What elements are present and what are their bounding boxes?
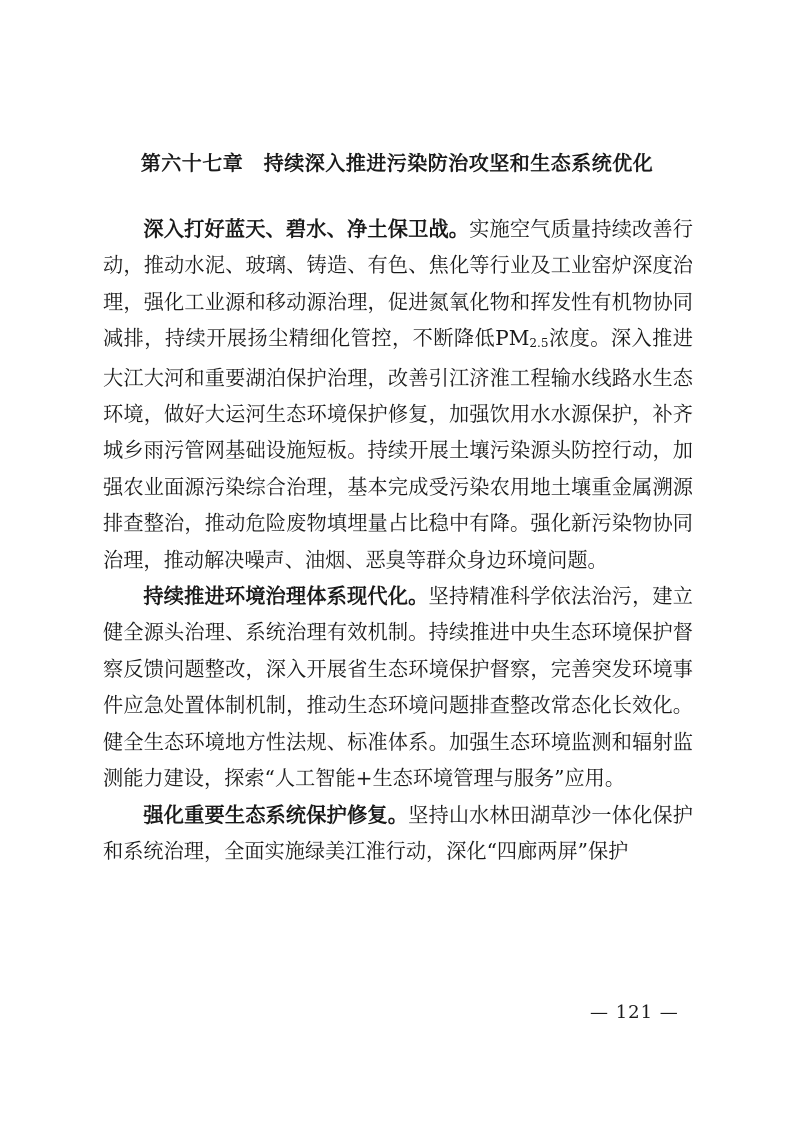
pm-subscript: 2.5	[529, 336, 549, 351]
paragraph-lead: 强化重要生态系统保护修复。	[143, 802, 409, 827]
page-number: — 121 —	[590, 1002, 679, 1023]
paragraph-text: 坚持精准科学依法治污，建立健全源头治理、系统治理有效机制。持续推进中央生态环境保护督察反馈问题整改，深入开展省生态环境保护督察，完善突发环境事件应急处置体制机制，推动生态环境问题排查整改常态化长效化。健全生态环境地方性法规、标准体系。加强生态环境监测和辐射监测能力建设，探索“人工智能+生态环境管理与服务”应用。	[103, 584, 693, 791]
paragraph-lead: 深入打好蓝天、碧水、净土保卫战。	[143, 217, 470, 241]
paragraph-air-water-soil	[103, 211, 693, 578]
paragraph-text: 坚持山水林田湖草沙一体化保护和系统治理，全面实施绿美江淮行动，深化“四廊两屏”保护	[103, 802, 693, 863]
paragraph-ecosystem	[103, 797, 693, 870]
paragraph-governance	[103, 578, 693, 796]
paragraph-text-continued: 浓度。深入推进大江大河和重要湖泊保护治理，改善引江济淮工程输水线路水生态环境，做好大运河生态环境保护修复，加强饮用水水源保护，补齐城乡雨污管网基础设施短板。持续开展土壤污染源头防控行动，加强农业面源污染综合治理，基本完成受污染农用地土壤重金属溯源排查整治，推动危险废物填埋量占比稳中有降。强化新污染物协同治理，推动解决噪声、油烟、恶臭等群众身边环境问题。	[103, 326, 693, 572]
paragraph-text: 实施空气质量持续改善行动，推动水泥、玻璃、铸造、有色、焦化等行业及工业窑炉深度治理，强化工业源和移动源治理，促进氮氧化物和挥发性有机物协同减排，持续开展扬尘精细化管控，不断降低PM	[103, 217, 693, 351]
body-text	[103, 211, 693, 869]
paragraph-lead: 持续推进环境治理体系现代化。	[143, 584, 429, 609]
chapter-title: 第六十七章 持续深入推进污染防治攻坚和生态系统优化	[140, 151, 654, 176]
